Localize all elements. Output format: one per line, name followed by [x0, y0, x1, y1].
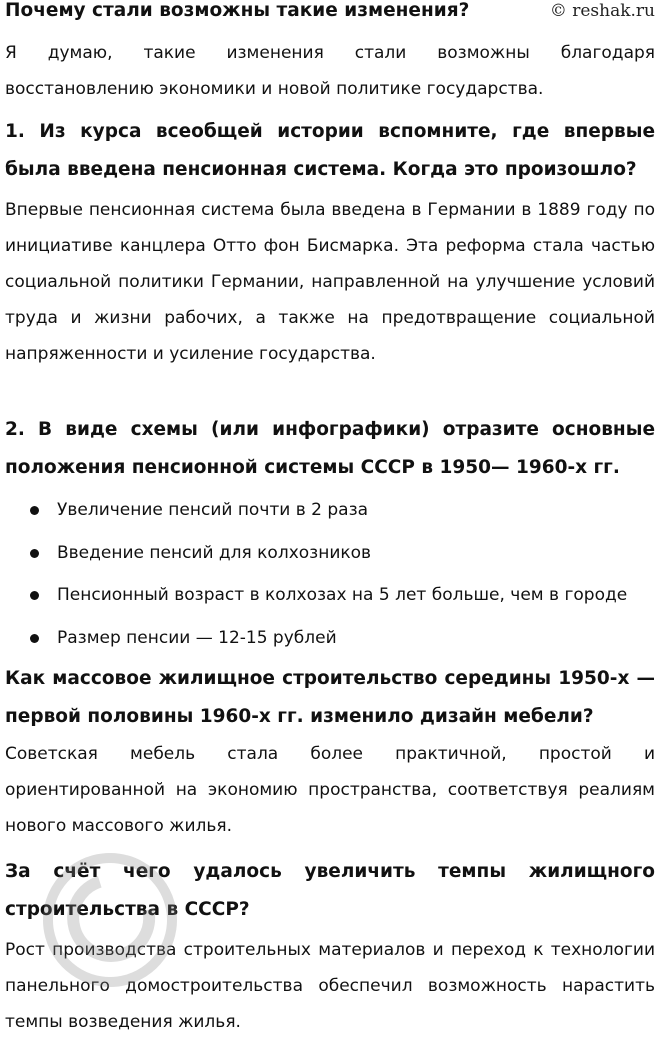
bullet-icon: [30, 549, 39, 558]
section-heading-1: Почему стали возможны такие изменения?: [5, 0, 470, 21]
bullet-icon: [30, 634, 39, 643]
section-heading-3: 2. В виде схемы (или инфографики) отразите основные положения пенсионной системы СССР в 1950— 1960-х гг.: [5, 419, 655, 478]
bullet-icon: [30, 591, 39, 600]
section-heading-2: 1. Из курса всеобщей истории вспомните, где впервые была введена пенсионная система. Когда это произошло?: [5, 121, 655, 180]
pension-list: [5, 489, 655, 659]
list-item-text: Пенсионный возраст в колхозах на 5 лет больше, чем в городе: [57, 585, 628, 605]
section-answer-1: Я думаю, такие изменения стали возможны благодаря восстановлению экономики и новой политике государства.: [5, 43, 655, 99]
list-item: [5, 617, 655, 660]
list-item: [5, 574, 655, 617]
list-item: [5, 489, 655, 532]
list-item-text: Увеличение пенсий почти в 2 раза: [57, 500, 369, 520]
list-item-text: Введение пенсий для колхозников: [57, 542, 372, 563]
section-heading-4: Как массовое жилищное строительство середины 1950-х — первой половины 1960-х гг. изменило дизайн мебели?: [5, 668, 655, 727]
list-item: [5, 532, 655, 575]
section-heading-5: За счёт чего удалось увеличить темпы жилищного строительства в СССР?: [5, 861, 655, 920]
section-answer-4: Советская мебель стала более практичной, простой и ориентированной на экономию пространства, соответствуя реалиям нового массового жилья.: [5, 744, 655, 836]
section-answer-2: Впервые пенсионная система была введена в Германии в 1889 году по инициативе канцлера Отто фон Бисмарка. Эта реформа стала частью социальной политики Германии, направленной на улучшение условий труда и жизни рабочих, а также на предотвращение социальной напряженности и усиление государства.: [5, 200, 655, 364]
bullet-icon: [30, 506, 39, 515]
list-item-text: Размер пенсии — 12-15 рублей: [57, 627, 337, 648]
copyright-label: © reshak.ru: [549, 1, 655, 21]
section-answer-5: Рост производства строительных материалов и переход к технологии панельного домостроительства обеспечил возможность нарастить темпы возведения жилья.: [5, 940, 655, 1032]
